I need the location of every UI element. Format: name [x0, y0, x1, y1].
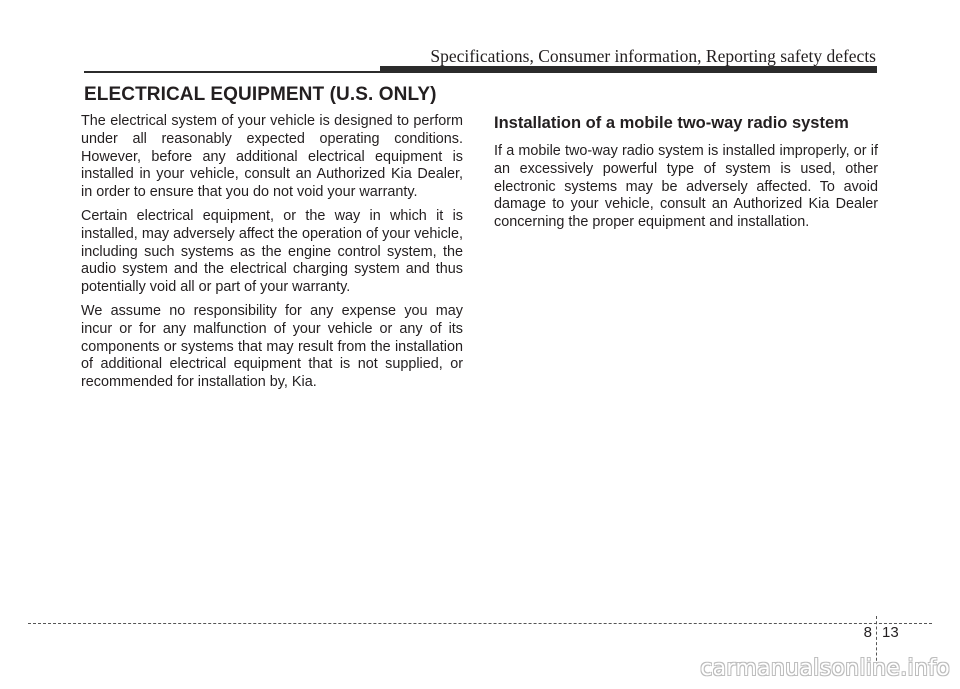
watermark: carmanualsonline.info [700, 656, 950, 681]
left-paragraph-3: We assume no responsibility for any expense you may incur or for any malfunction of your vehicle or any of its components or systems that may result from the installation of additional electrical equipment that is not supplied, or recommended for installation by, Kia. [81, 302, 463, 391]
subsection-heading: Installation of a mobile two-way radio system [494, 114, 849, 132]
header-rule-thin [84, 71, 384, 73]
left-column [81, 113, 463, 398]
header-rule-thick [380, 66, 877, 73]
chapter-number: 8 [863, 624, 872, 641]
running-header-title: Specifications, Consumer information, Reporting safety defects [430, 46, 876, 66]
footer-dashed-rule [28, 623, 932, 624]
right-paragraph-1: If a mobile two-way radio system is installed improperly, or if an excessively powerful type of system is used, other electronic systems may be adversely affected. To avoid damage to your vehicle, consult an Authorized Kia Dealer concerning the proper equipment and installation. [494, 143, 878, 231]
left-paragraph-1: The electrical system of your vehicle is designed to perform under all reasonably expected operating conditions. However, before any additional electrical equipment is installed in your vehicle, consult an Authorized Kia Dealer, in order to ensure that you do not void your warranty. [81, 113, 463, 201]
left-paragraph-2: Certain electrical equipment, or the way in which it is installed, may adversely affect the operation of your vehicle, including such systems as the engine control system, the audio system and the electrical charging system and thus potentially void all or part of your warranty. [81, 207, 463, 296]
page-number: 13 [882, 624, 899, 641]
section-heading: ELECTRICAL EQUIPMENT (U.S. ONLY) [84, 84, 437, 105]
right-column [494, 113, 878, 238]
